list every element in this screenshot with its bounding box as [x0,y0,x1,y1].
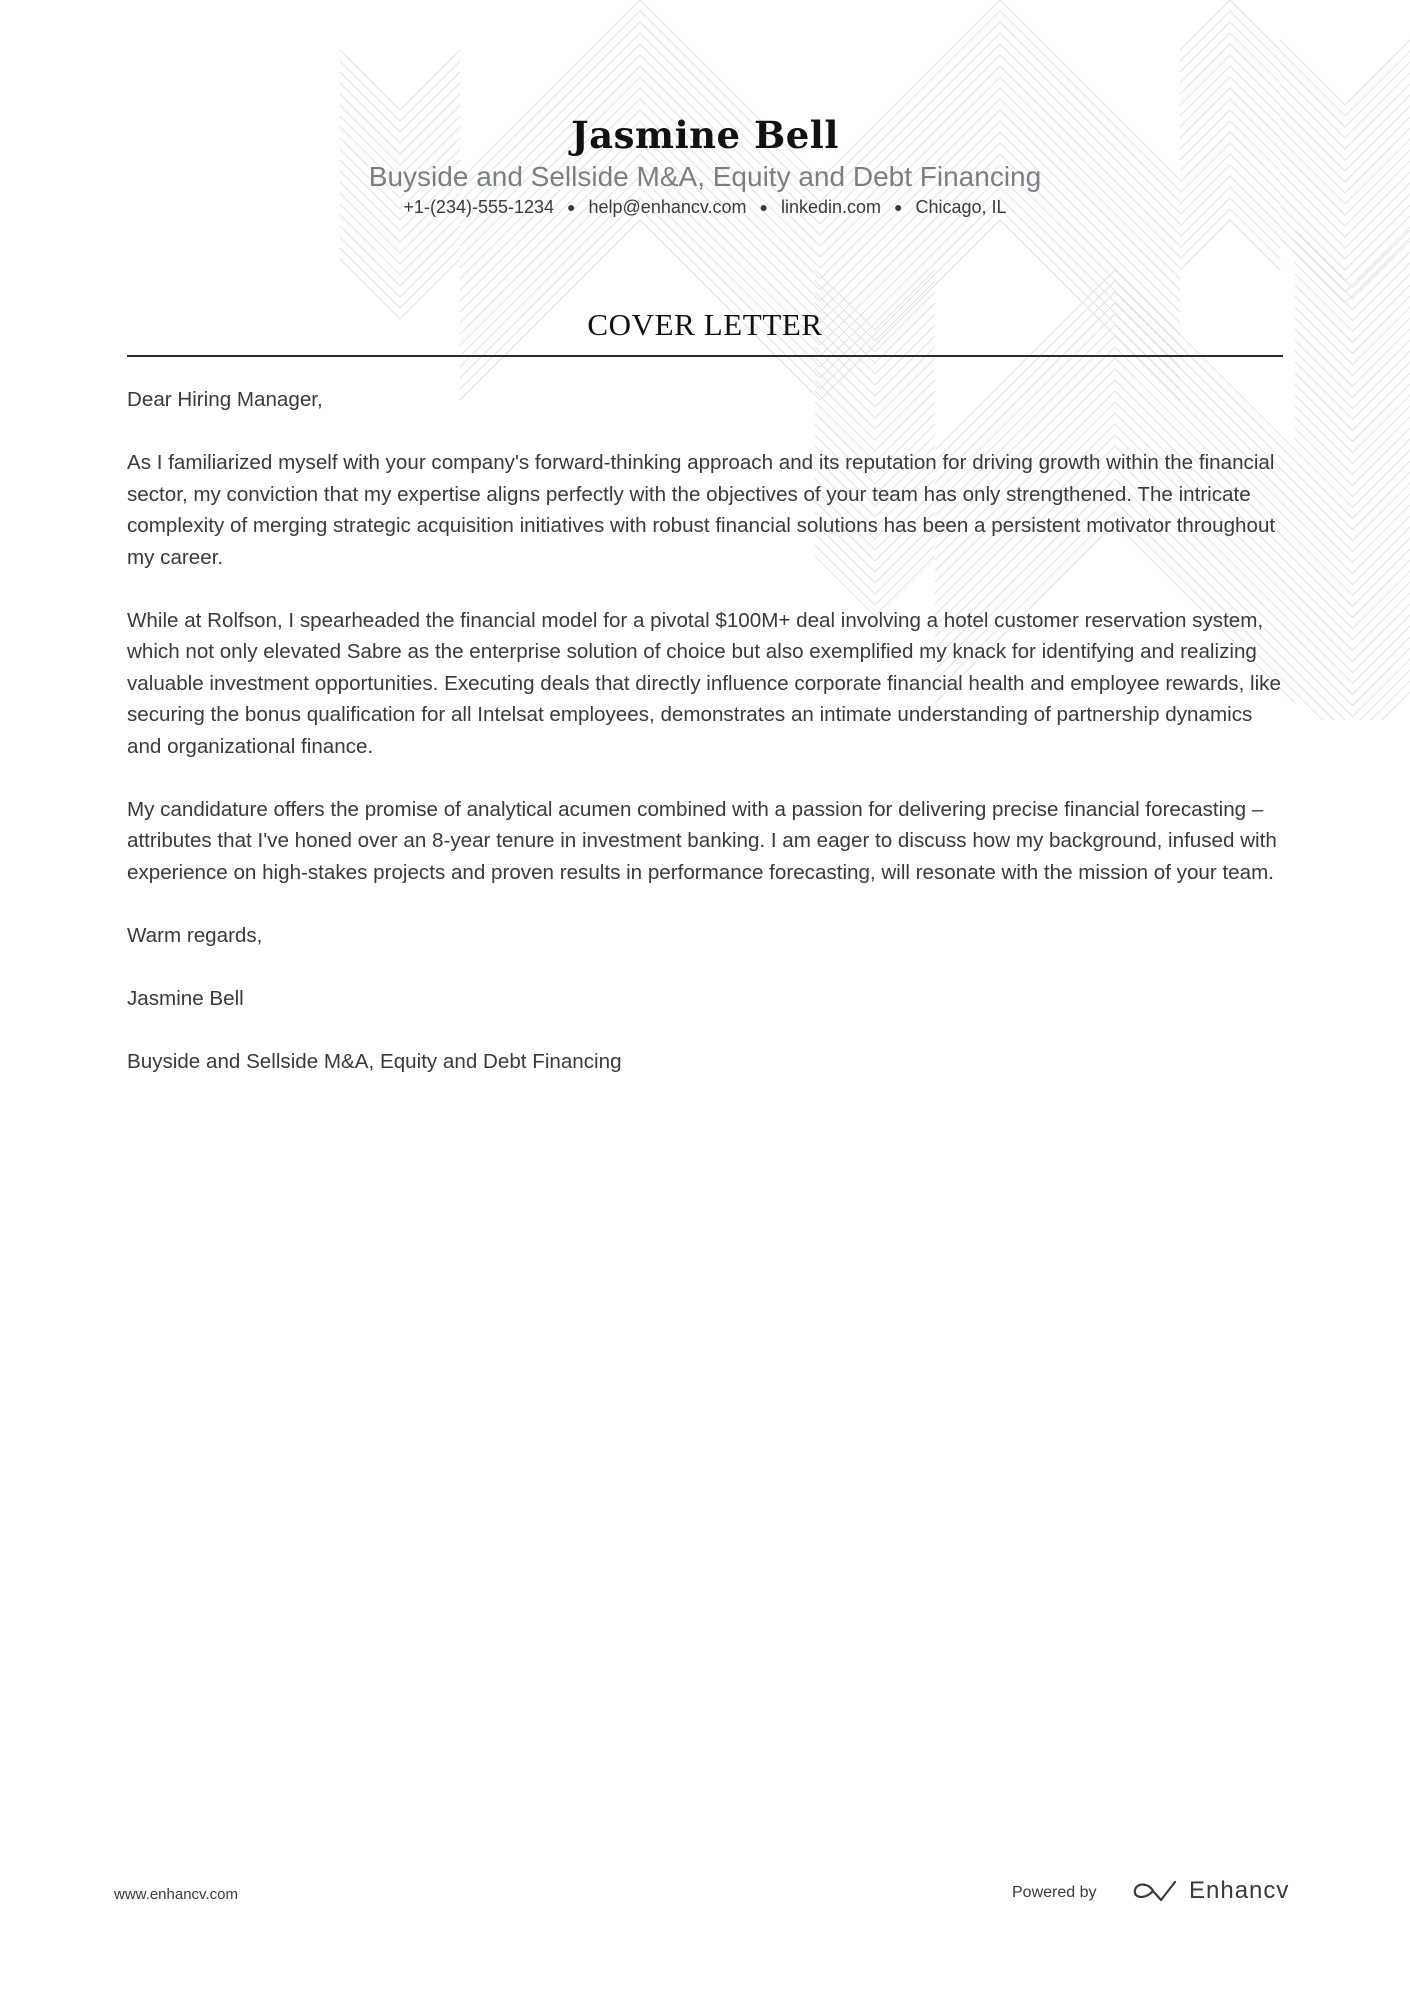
pattern-chevron-line [1295,428,1410,486]
bullet-separator: ● [567,199,576,215]
pattern-chevron-line [1280,227,1410,292]
enhancv-brand-name: Enhancv [1189,1877,1290,1904]
pattern-chevron-line [1180,22,1280,72]
pattern-chevron-line [1180,44,1280,94]
pattern-chevron-line [1295,351,1410,409]
resume-header [0,112,1410,219]
applicant-headline: Buyside and Sellside M&A, Equity and Debt Financing [368,161,1042,192]
pattern-chevron-line [1295,692,1410,720]
applicant-name: Jasmine Bell [571,113,839,157]
signature-name: Jasmine Bell [127,986,244,1010]
pattern-chevron-line [1295,571,1410,629]
pattern-chevron-line [1180,66,1280,116]
pattern-chevron-line [1295,417,1410,475]
letter-paragraph: While at Rolfson, I spearheaded the financial model for a pivotal $100M+ deal involving a hotel customer reservation system, which not only elevated Sabre as the enterprise solution of choice but also exemplified my knack for identifying and realizing valuable investment opportunities. Executing deals that directly influence corporate financial health and employee rewards, like securing the bonus qualification for all Intelsat employees, demonstrates an intimate understanding of partnership dynamics and organizational finance. [127,608,1281,758]
pattern-chevron-line [1180,11,1280,61]
pattern-chevron-line [1280,40,1410,105]
pattern-chevron-line [1295,230,1410,288]
bullet-separator: ● [759,199,768,215]
enhancv-logo-icon [1131,1878,1179,1904]
pattern-chevron-line [340,248,460,308]
pattern-chevron-line [1180,55,1280,105]
pattern-chevron-line [1295,604,1410,662]
pattern-chevron-line [1180,33,1280,83]
signature-title: Buyside and Sellside M&A, Equity and Debt Financing [127,1049,622,1073]
contact-linkedin: linkedin.com [781,197,882,217]
bullet-separator: ● [894,199,903,215]
pattern-chevron-line [1295,527,1410,585]
letter-greeting: Dear Hiring Manager, [127,388,323,411]
pattern-chevron-line [1180,0,1280,50]
pattern-chevron-line [1180,220,1280,270]
pattern-chevron-line [1295,593,1410,651]
enhancv-brand[interactable] [1131,1874,1289,1908]
letter-closing: Warm regards, [127,923,263,947]
pattern-chevron-line [1295,483,1410,541]
pattern-chevron-line [1295,472,1410,530]
contact-line [0,195,1410,219]
letter-body [127,384,1287,1109]
pattern-chevron-line [1295,659,1410,717]
pattern-chevron-line [1295,450,1410,508]
pattern-chevron-line [1295,516,1410,574]
pattern-chevron-line [1295,373,1410,431]
letter-paragraph: As I familiarized myself with your company's forward-thinking approach and its reputation for driving growth within the financial sector, my conviction that my expertise aligns perfectly with the objectives of your team has only strengthened. The intricate complexity of merging strategic acquisition initiatives with robust financial solutions has been a persistent motivator throughout my career. [127,451,1276,569]
pattern-chevron-line [820,209,1180,389]
pattern-chevron-line [1295,549,1410,607]
pattern-chevron-line [460,198,820,378]
pattern-chevron-line [1295,560,1410,618]
pattern-chevron-line [1295,406,1410,464]
pattern-chevron-line [820,198,1180,378]
powered-by-label: Powered by [1012,1884,1097,1901]
pattern-chevron-line [1295,615,1410,673]
pattern-chevron-line [1295,582,1410,640]
section-divider [127,355,1283,357]
pattern-chevron-line [1295,395,1410,453]
pattern-chevron-line [1295,505,1410,563]
pattern-chevron-line [1295,637,1410,695]
pattern-chevron-line [1295,252,1410,310]
pattern-chevron-line [1295,439,1410,497]
pattern-chevron-line [1295,362,1410,420]
contact-phone: +1-(234)-555-1234 [403,197,555,217]
pattern-chevron-line [1280,216,1410,281]
pattern-chevron-line [340,50,460,110]
pattern-chevron-line [1295,670,1410,720]
contact-email: help@enhancv.com [588,197,747,217]
footer-website-link[interactable]: www.enhancv.com [114,1886,238,1903]
pattern-chevron-line [460,209,820,389]
pattern-chevron-line [1295,626,1410,684]
pattern-chevron-line [1295,384,1410,442]
pattern-chevron-line [1295,681,1410,720]
pattern-chevron-line [1295,461,1410,519]
pattern-chevron-line [1295,241,1410,299]
pattern-chevron-line [340,226,460,286]
pattern-chevron-line [1295,538,1410,596]
contact-location: Chicago, IL [915,197,1007,217]
pattern-chevron-line [1295,648,1410,706]
section-title: COVER LETTER [587,307,823,342]
pattern-chevron-line [1295,494,1410,552]
pattern-chevron-line [1295,340,1410,398]
letter-paragraph: My candidature offers the promise of analytical acumen combined with a passion for delivering precise financial forecasting – attributes that I've honed over an 8-year tenure in investment banking. I am eager to discuss how my background, infused with experience on high-stakes projects and proven results in performance forecasting, will resonate with the mission of your team. [127,797,1277,884]
pattern-chevron-line [340,237,460,297]
pattern-chevron-line [340,215,460,275]
pattern-chevron-line [1280,51,1410,116]
pattern-chevron-line [1280,238,1410,303]
